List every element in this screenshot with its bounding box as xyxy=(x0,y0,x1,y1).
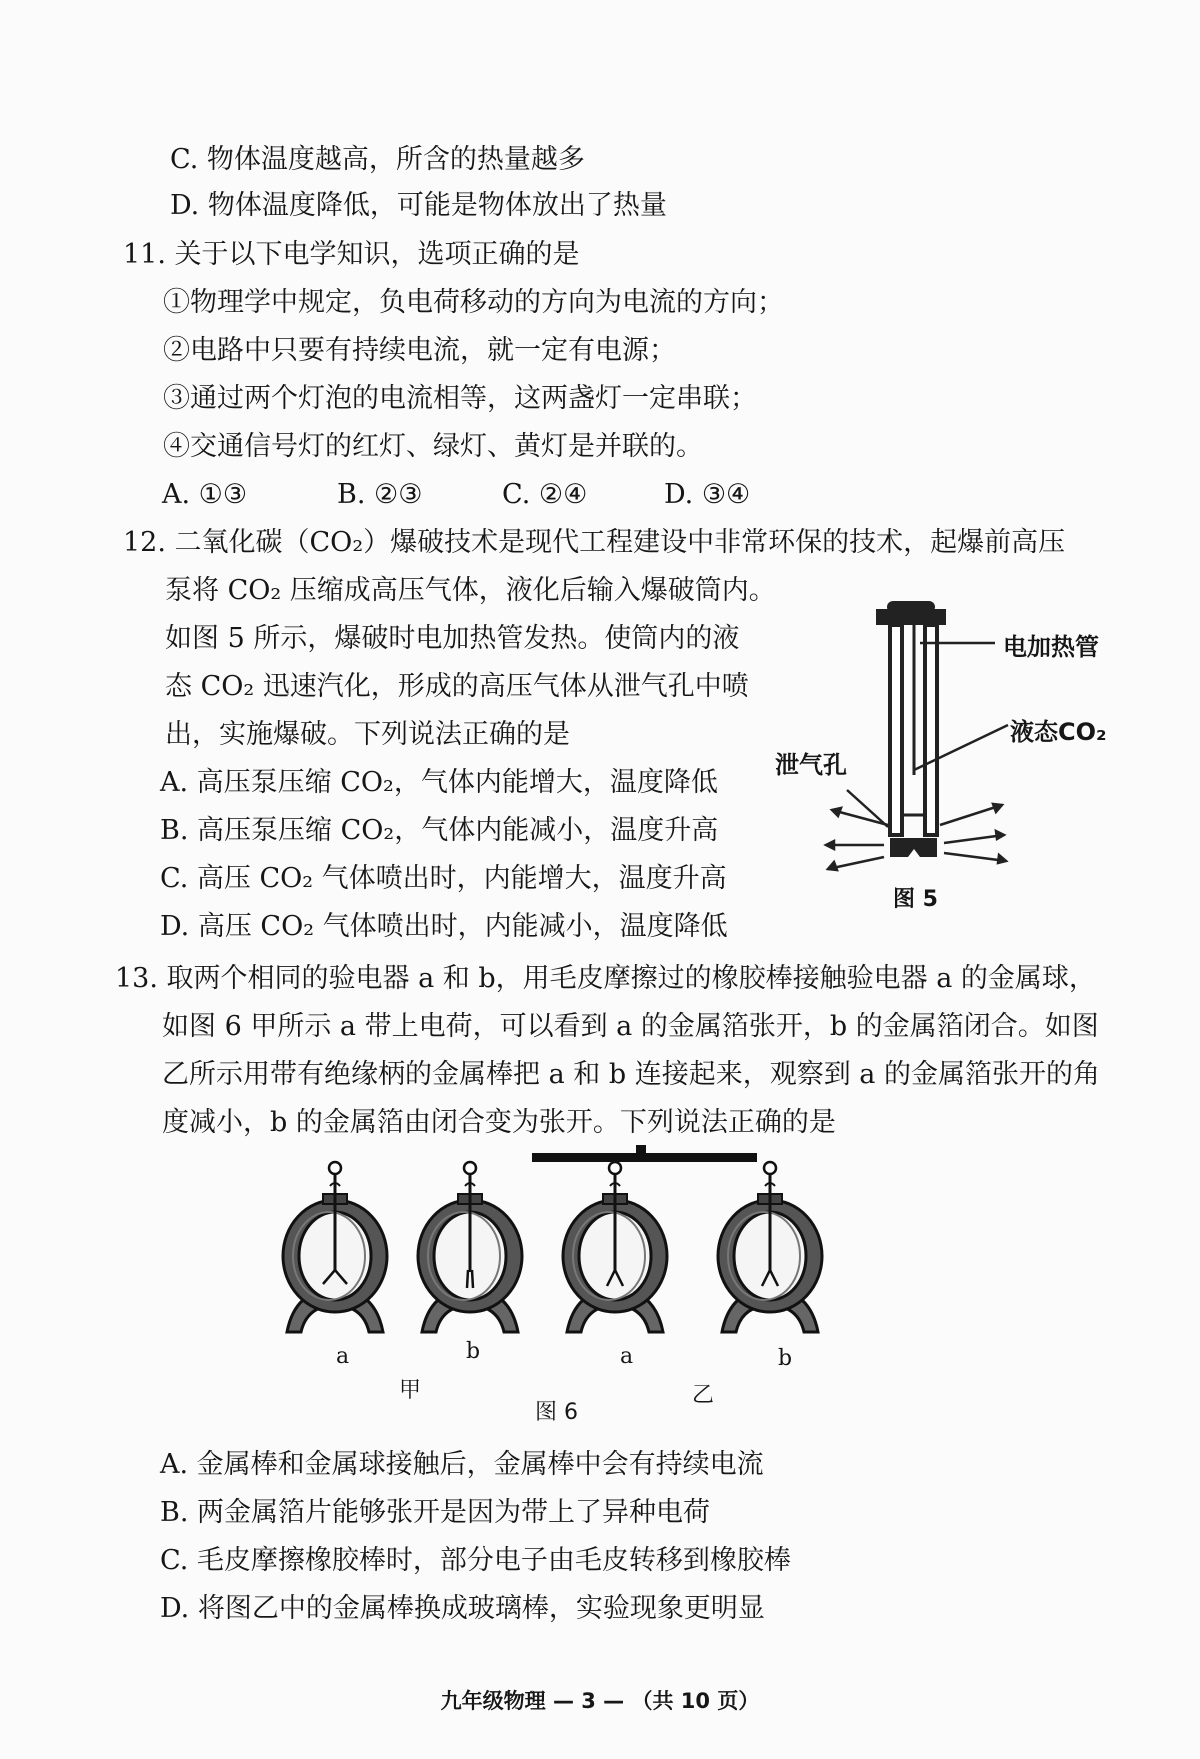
page-footer: 九年级物理 — 3 — （共 10 页） xyxy=(440,1689,760,1713)
q13-line-4: 度减小，b 的金属箔由闭合变为张开。下列说法正确的是 xyxy=(162,1107,836,1138)
q12-line-1: 12. 二氧化碳（CO₂）爆破技术是现代工程建设中非常环保的技术，起爆前高压 xyxy=(123,527,1066,558)
figure-6-electroscopes xyxy=(270,1155,830,1355)
q12-line-5: 出，实施爆破。下列说法正确的是 xyxy=(165,719,570,750)
label-liquid-co2: 液态CO₂ xyxy=(1010,718,1107,746)
fig6-group-jia: 甲 xyxy=(399,1378,422,1403)
q13-option-c: C. 毛皮摩擦橡胶棒时，部分电子由毛皮转移到橡胶棒 xyxy=(160,1545,791,1576)
fig6-label-b-jia: b xyxy=(466,1339,481,1364)
q11-option-d: D. ③④ xyxy=(664,479,751,510)
figure-6-caption: 图 6 xyxy=(535,1400,578,1425)
q11-options xyxy=(162,478,862,512)
q12-option-b: B. 高压泵压缩 CO₂，气体内能减小，温度升高 xyxy=(160,815,719,846)
q13-option-a: A. 金属棒和金属球接触后，金属棒中会有持续电流 xyxy=(160,1449,764,1480)
fig6-group-yi: 乙 xyxy=(692,1383,715,1408)
q12-option-c: C. 高压 CO₂ 气体喷出时，内能增大，温度升高 xyxy=(160,863,727,894)
q11-statement-2: ②电路中只要有持续电流，就一定有电源； xyxy=(163,335,676,366)
label-vent: 泄气孔 xyxy=(775,751,847,779)
fig6-label-b-yi: b xyxy=(778,1346,793,1371)
q11-statement-1: ①物理学中规定，负电荷移动的方向为电流的方向； xyxy=(163,287,784,318)
q13-line-2: 如图 6 甲所示 a 带上电荷，可以看到 a 的金属箔张开，b 的金属箔闭合。如图 xyxy=(162,1011,1099,1042)
q13-line-1: 13. 取两个相同的验电器 a 和 b，用毛皮摩擦过的橡胶棒接触验电器 a 的金属球， xyxy=(115,963,1096,994)
q12-line-4: 态 CO₂ 迅速汽化，形成的高压气体从泄气孔中喷 xyxy=(165,671,749,702)
q10-option-d: D. 物体温度降低，可能是物体放出了热量 xyxy=(170,190,667,221)
q12-line-3: 如图 5 所示，爆破时电加热管发热。使筒内的液 xyxy=(165,623,740,654)
q13-line-3: 乙所示用带有绝缘柄的金属棒把 a 和 b 连接起来，观察到 a 的金属箔张开的角 xyxy=(162,1059,1100,1090)
q13-option-d: D. 将图乙中的金属棒换成玻璃棒，实验现象更明显 xyxy=(160,1593,765,1624)
fig6-label-a-yi: a xyxy=(620,1344,634,1369)
q10-option-c: C. 物体温度越高，所含的热量越多 xyxy=(170,144,585,175)
q11-statement-3: ③通过两个灯泡的电流相等，这两盏灯一定串联； xyxy=(163,383,757,414)
q11-option-c: C. ②④ xyxy=(502,479,588,510)
q11-option-b: B. ②③ xyxy=(337,479,423,510)
q12-option-d: D. 高压 CO₂ 气体喷出时，内能减小，温度降低 xyxy=(160,911,728,942)
figure-5-caption: 图 5 xyxy=(893,887,938,912)
q11-stem: 11. 关于以下电学知识，选项正确的是 xyxy=(123,239,580,270)
q11-option-a: A. ①③ xyxy=(162,479,248,510)
q12-option-a: A. 高压泵压缩 CO₂，气体内能增大，温度降低 xyxy=(160,767,718,798)
q11-statement-4: ④交通信号灯的红灯、绿灯、黄灯是并联的。 xyxy=(163,431,703,462)
q12-line-2: 泵将 CO₂ 压缩成高压气体，液化后输入爆破筒内。 xyxy=(165,575,776,606)
label-heater: 电加热管 xyxy=(1003,633,1099,661)
q13-option-b: B. 两金属箔片能够张开是因为带上了异种电荷 xyxy=(160,1497,711,1528)
fig6-label-a-jia: a xyxy=(336,1344,350,1369)
